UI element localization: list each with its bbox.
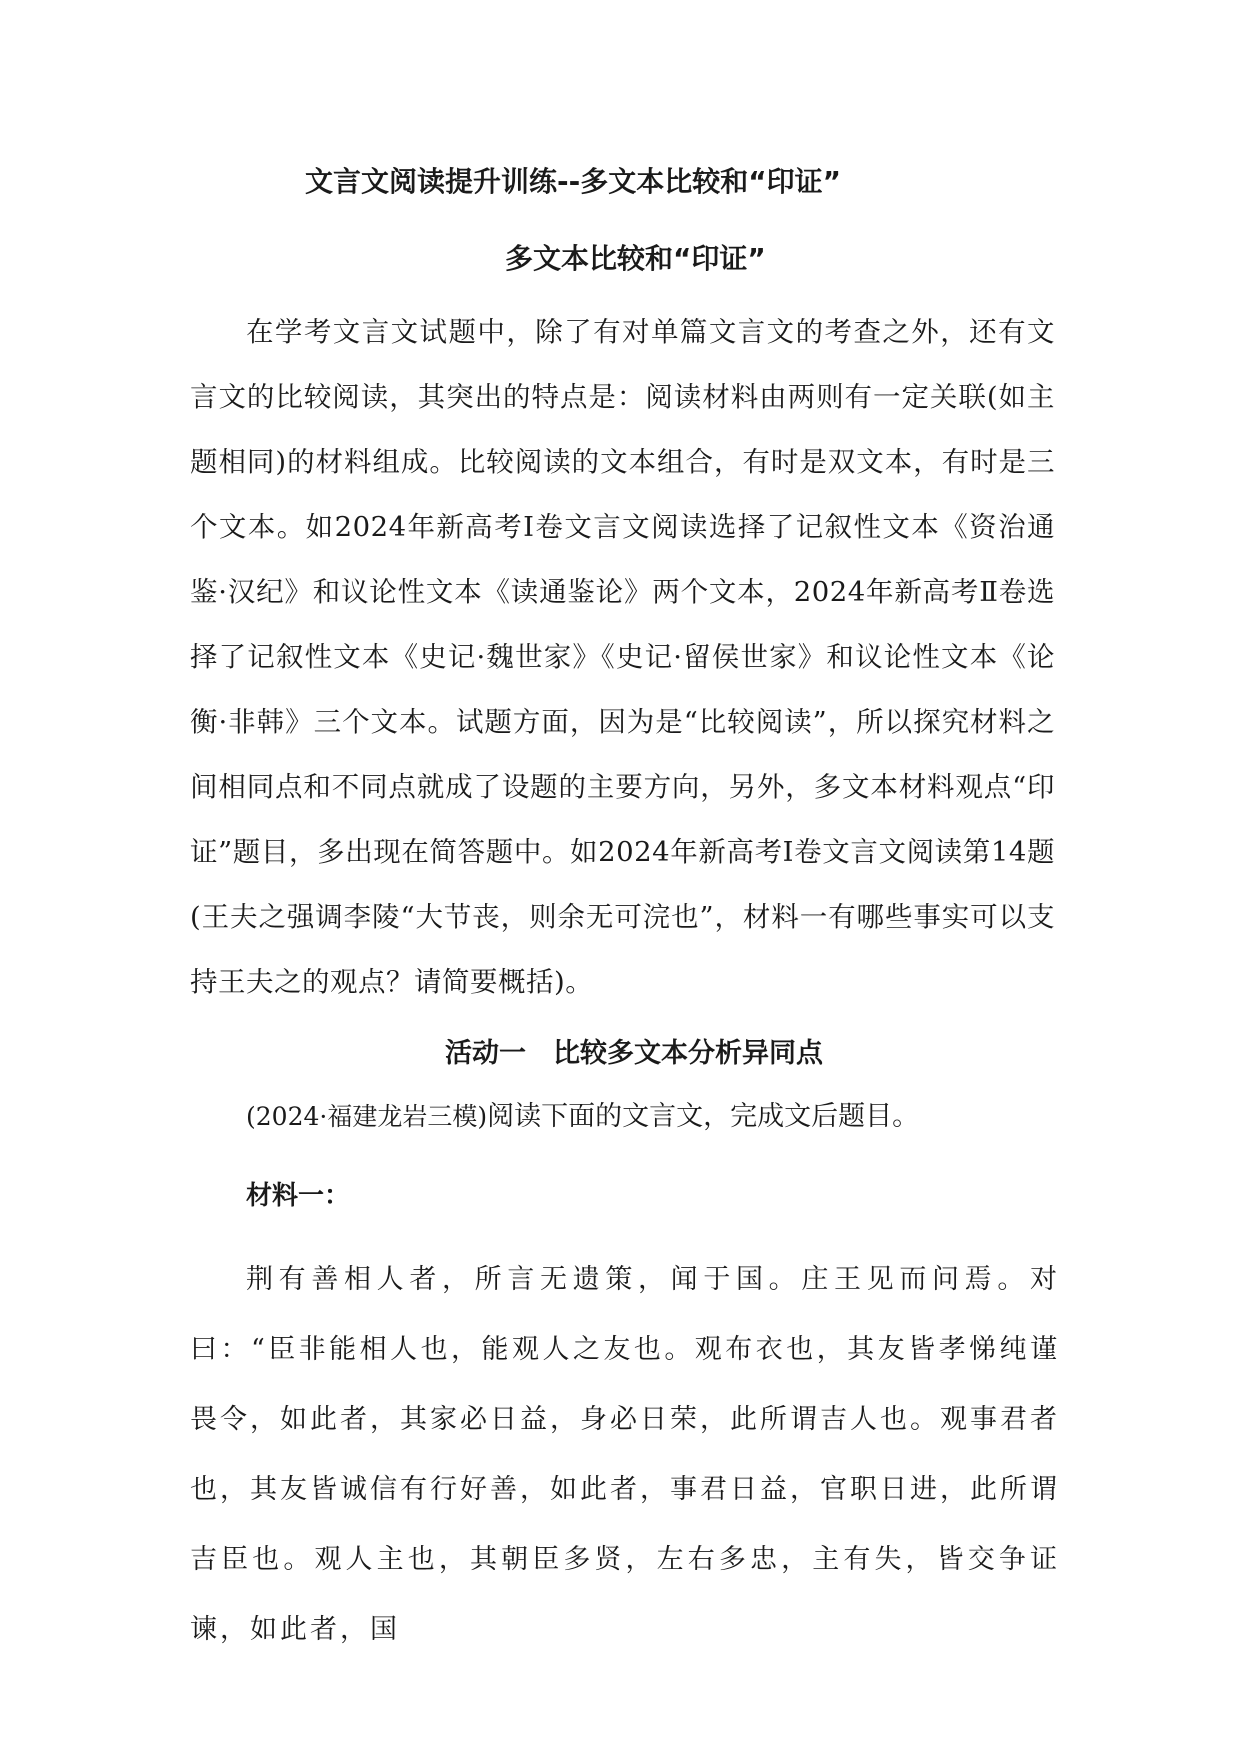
intro-paragraph: 在学考文言文试题中，除了有对单篇文言文的考查之外，还有文言文的比较阅读，其突出的特点是：阅读材料由两则有一定关联(如主题相同)的材料组成。比较阅读的文本组合，有时是双文本，有时是三个文本。如2024年新高考Ⅰ卷文言文阅读选择了记叙性文本《资治通鉴·汉纪》和议论性文本《读通鉴论》两个文本，2024年新高考Ⅱ卷选择了记叙性文本《史记·魏世家》《史记·留侯世家》和议论性文本《论衡·非韩》三个文本。试题方面，因为是“比较阅读”，所以探究材料之间相同点和不同点就成了设题的主要方向，另外，多文本材料观点“印证”题目，多出现在简答题中。如2024年新高考Ⅰ卷文言文阅读第14题(王夫之强调李陵“大节丧，则余无可浣也”，材料一有哪些事实可以支持王夫之的观点？请简要概括)。: [190, 316, 1056, 998]
document-title: 文言文阅读提升训练--多文本比较和“印证”: [305, 165, 842, 198]
activity-heading: 活动一 比较多文本分析异同点: [445, 1038, 823, 1069]
material-label: 材料一：: [246, 1181, 351, 1211]
material-text: 荆有善相人者，所言无遗策，闻于国。庄王见而问焉。对曰：“臣非能相人也，能观人之友也。观布衣也，其友皆孝悌纯谨畏令，如此者，其家必日益，身必日荣，此所谓吉人也。观事君者也，其友皆诚信有行好善，如此者，事君日益，官职日进，此所谓吉臣也。观人主也，其朝臣多贤，左右多忠，主有失，皆交争证谏，如此者，国: [190, 1264, 1060, 1645]
instruction-line: [246, 1097, 919, 1137]
section-subtitle: 多文本比较和“印证”: [505, 242, 766, 275]
instruction-text: 阅读下面的文言文，完成文后题目。: [487, 1101, 920, 1132]
instruction-source: (2024·福建龙岩三模): [246, 1102, 488, 1131]
